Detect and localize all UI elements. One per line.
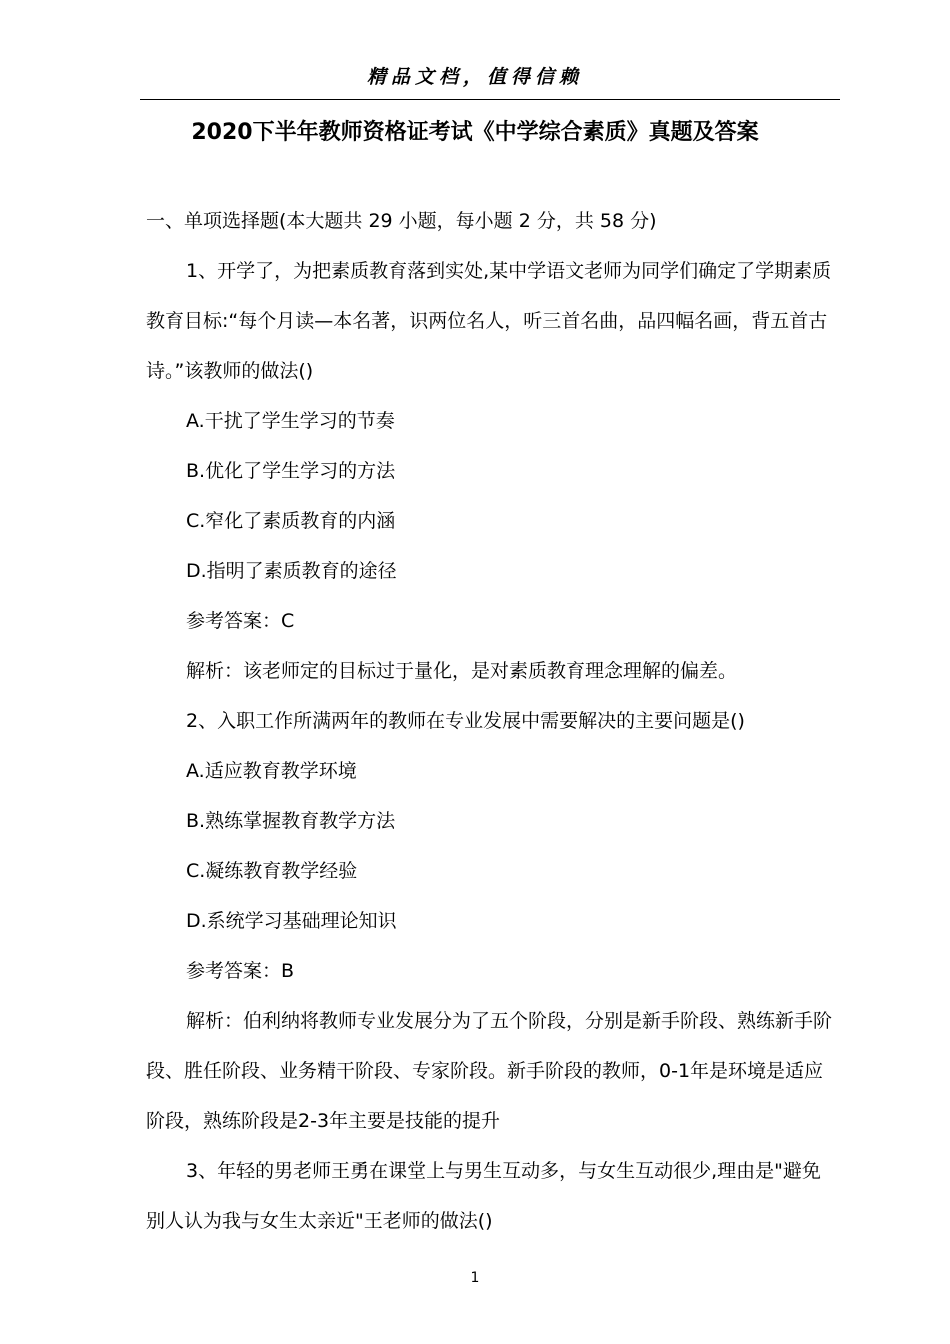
document-title: 2020下半年教师资格证考试《中学综合素质》真题及答案: [191, 120, 759, 145]
question-2-option-c: C.凝练教育教学经验: [186, 860, 358, 882]
question-2-option-a: A.适应教育教学环境: [186, 760, 357, 782]
question-2-option-b: B.熟练掌握教育教学方法: [186, 810, 396, 832]
page-header: 精品文档，值得信赖: [366, 66, 583, 88]
question-1-option-a: A.干扰了学生学习的节奏: [186, 410, 395, 432]
question-1: 1、开学了，为把素质教育落到实处,某中学语文老师为同学们确定了学期素质教育目标:“每个月读—本名著，识两位名人，听三首名曲，品四幅名画，背五首古诗。”该教师的做法(): [146, 260, 832, 382]
question-2-explanation: 解析：伯利纳将教师专业发展分为了五个阶段，分别是新手阶段、熟练新手阶段、胜任阶段、业务精干阶段、专家阶段。新手阶段的教师，0-1年是环境是适应阶段，熟练阶段是2-3年主要是技能的提升: [146, 1010, 833, 1132]
question-1-option-c: C.窄化了素质教育的内涵: [186, 510, 396, 532]
question-1-explanation: 解析：该老师定的目标过于量化，是对素质教育理念理解的偏差。: [186, 660, 738, 682]
question-1-answer: 参考答案：C: [186, 610, 295, 632]
document-body: [146, 196, 836, 1246]
question-1-option-d: D.指明了素质教育的途径: [186, 560, 397, 582]
header-divider: [140, 99, 840, 100]
question-2-option-d: D.系统学习基础理论知识: [186, 910, 397, 932]
question-2-answer: 参考答案：B: [186, 960, 295, 982]
question-3: 3、年轻的男老师王勇在课堂上与男生互动多，与女生互动很少,理由是"避免别人认为我与女生太亲近"王老师的做法(): [146, 1160, 821, 1232]
section-heading: 一、单项选择题(本大题共 29 小题，每小题 2 分，共 58 分): [146, 210, 657, 232]
page-number: 1: [470, 1270, 480, 1286]
question-2: 2、入职工作所满两年的教师在专业发展中需要解决的主要问题是(): [186, 710, 745, 732]
question-1-option-b: B.优化了学生学习的方法: [186, 460, 396, 482]
